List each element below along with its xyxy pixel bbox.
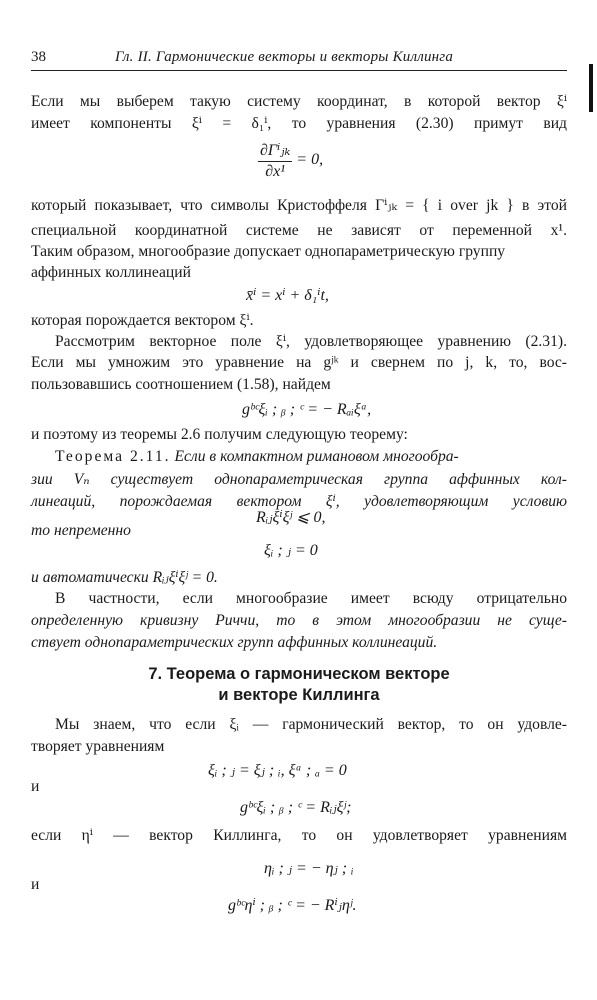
formula-rest: = 0, (296, 151, 324, 169)
text-line: пользовавшись соотношением (1.58), найдем (31, 376, 331, 393)
text-line: которая порождается вектором ξⁱ. (31, 312, 254, 329)
text-line: ствует однопараметрических групп аффинных коллинеаций. (31, 634, 438, 651)
theorem-line: зии Vₙ существует однопараметрическая группа аффинных кол- (31, 471, 567, 488)
theorem-line: линеаций, порождаемая вектором ξⁱ, удовлетворяющим условию (31, 493, 567, 510)
fraction-numerator: ∂Γⁱⱼₖ (258, 140, 292, 162)
theorem-line: то непременно (31, 522, 131, 539)
text-line: Рассмотрим векторное поле ξⁱ, удовлетворяющее уравнению (2.31). (55, 333, 567, 350)
section-title: и векторе Киллинга (218, 686, 380, 704)
text-line: В частности, если многообразие имеет всюду отрицательно (55, 590, 567, 607)
text-line: Мы знаем, что если ξᵢ — гармонический вектор, то он удовле- (55, 716, 567, 733)
fraction (258, 140, 292, 181)
formula-harmonic-laplacian: gᵇᶜξᵢ ; ᵦ ; ᶜ = Rᵢⱼξʲ; (240, 799, 352, 816)
text-line: если ηⁱ — вектор Киллинга, то он удовлетворяет уравнениям (31, 827, 567, 844)
text-line: Если мы умножим это уравнение на gʲᵏ и свернем по j, k, то, вос- (31, 354, 567, 371)
theorem-text: Если в компактном римановом многообра- (174, 448, 459, 465)
text-line: имеет компоненты ξⁱ = δ₁ⁱ, то уравнения (2.30) примут вид (31, 115, 567, 132)
running-title: Гл. II. Гармонические векторы и векторы Киллинга (115, 49, 454, 65)
text-line: и (31, 778, 40, 795)
formula-affine-transformation: x̄ⁱ = xⁱ + δ₁ⁱt, (246, 287, 329, 304)
text-line: который показывает, что символы Кристоффеля Γⁱⱼₖ = { i over jk } в этой (31, 197, 567, 214)
text-line: Таким образом, многообразие допускает однопараметрическую группу (31, 243, 506, 260)
formula-killing-antisymmetry: ηᵢ ; ⱼ = − ηⱼ ; ᵢ (264, 860, 354, 877)
theorem-label: Теорема 2.11. (55, 448, 171, 465)
page-edge-mark (589, 64, 593, 112)
formula-laplacian-xi: gᵇᶜξᵢ ; ᵦ ; ᶜ = − Rₐᵢξᵃ, (242, 401, 372, 418)
formula-parallel-vector: ξᵢ ; ⱼ = 0 (264, 542, 318, 559)
section-title: 7. Теорема о гармоническом векторе (148, 665, 450, 683)
theorem-line (55, 448, 567, 466)
text-line: и поэтому из теоремы 2.6 получим следующую теорему: (31, 426, 408, 443)
fraction-denominator: ∂x¹ (265, 163, 286, 180)
formula-christoffel-derivative (258, 140, 323, 181)
text-line: творяет уравнениям (31, 738, 165, 755)
page-number: 38 (31, 49, 46, 65)
text-line: определенную кривизну Риччи, то в этом многообразии не суще- (31, 612, 567, 629)
formula-ricci-condition: Rᵢⱼξⁱξʲ ⩽ 0, (256, 509, 326, 526)
text-line: Если мы выберем такую систему координат, в которой вектор ξⁱ (31, 93, 567, 110)
text-line: аффинных коллинеаций (31, 264, 191, 281)
formula-killing-laplacian: gᵇᶜηⁱ ; ᵦ ; ᶜ = − Rⁱⱼηʲ. (228, 897, 357, 914)
text-line: и (31, 876, 40, 893)
formula-harmonic-conditions: ξᵢ ; ⱼ = ξⱼ ; ᵢ, ξᵃ ; ₐ = 0 (208, 762, 347, 779)
theorem-line: и автоматически Rᵢⱼξⁱξʲ = 0. (31, 569, 218, 586)
text-line: специальной координатной системе не зависят от переменной x¹. (31, 222, 567, 239)
running-header (31, 46, 567, 71)
